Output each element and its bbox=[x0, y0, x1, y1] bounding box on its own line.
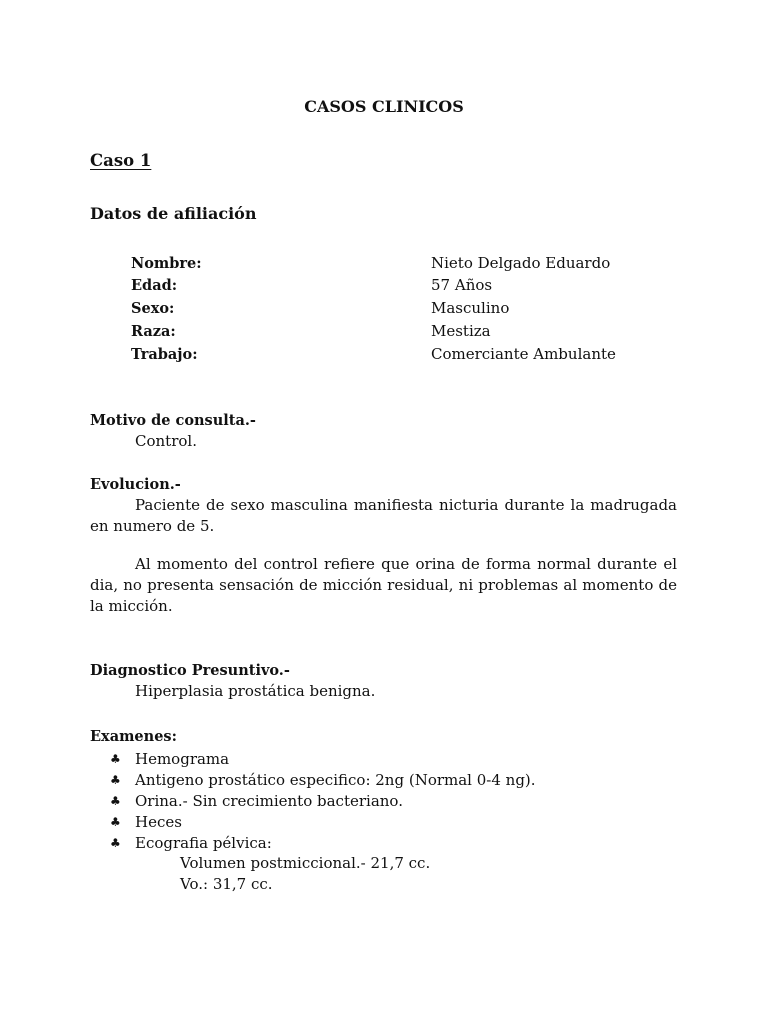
club-icon: ♣ bbox=[110, 752, 121, 766]
ecografia-detail-volumen: Volumen postmiccional.- 21,7 cc. bbox=[180, 854, 431, 872]
field-value-sexo: Masculino bbox=[431, 299, 510, 317]
list-item-text: Orina.- Sin crecimiento bacteriano. bbox=[135, 792, 403, 810]
club-icon: ♣ bbox=[110, 773, 121, 787]
document-title: CASOS CLINICOS bbox=[304, 97, 464, 116]
diagnostico-heading: Diagnostico Presuntivo.- bbox=[90, 662, 290, 679]
field-label-nombre: Nombre: bbox=[131, 255, 202, 272]
club-icon: ♣ bbox=[110, 794, 121, 808]
case-heading: Caso 1 bbox=[90, 151, 152, 170]
examenes-heading: Examenes: bbox=[90, 728, 177, 745]
list-item-text: Hemograma bbox=[135, 750, 230, 768]
list-item-text: Antigeno prostático especifico: 2ng (Normal 0-4 ng). bbox=[135, 771, 536, 789]
affiliation-heading: Datos de afiliación bbox=[90, 204, 257, 223]
field-label-edad: Edad: bbox=[131, 277, 178, 294]
field-value-raza: Mestiza bbox=[431, 322, 491, 340]
list-item-text: Heces bbox=[135, 813, 182, 831]
evolucion-heading: Evolucion.- bbox=[90, 476, 181, 493]
field-label-trabajo: Trabajo: bbox=[131, 346, 198, 363]
evolucion-paragraph-2: Al momento del control refiere que orina de forma normal durante el dia, no presenta sensación de micción residual, ni problemas al momento de la micción. bbox=[90, 555, 677, 615]
motivo-heading: Motivo de consulta.- bbox=[90, 412, 256, 429]
club-icon: ♣ bbox=[110, 836, 121, 850]
diagnostico-text: Hiperplasia prostática benigna. bbox=[135, 682, 376, 700]
field-value-edad: 57 Años bbox=[431, 276, 493, 294]
field-value-trabajo: Comerciante Ambulante bbox=[431, 345, 616, 363]
ecografia-detail-vo: Vo.: 31,7 cc. bbox=[180, 875, 273, 893]
field-value-nombre: Nieto Delgado Eduardo bbox=[431, 254, 611, 272]
motivo-text: Control. bbox=[135, 432, 197, 450]
evolucion-paragraph-1: Paciente de sexo masculina manifiesta nicturia durante la madrugada en numero de 5. bbox=[90, 496, 677, 535]
field-label-sexo: Sexo: bbox=[131, 300, 175, 317]
field-label-raza: Raza: bbox=[131, 323, 176, 340]
club-icon: ♣ bbox=[110, 815, 121, 829]
list-item-text: Ecografia pélvica: bbox=[135, 834, 272, 852]
